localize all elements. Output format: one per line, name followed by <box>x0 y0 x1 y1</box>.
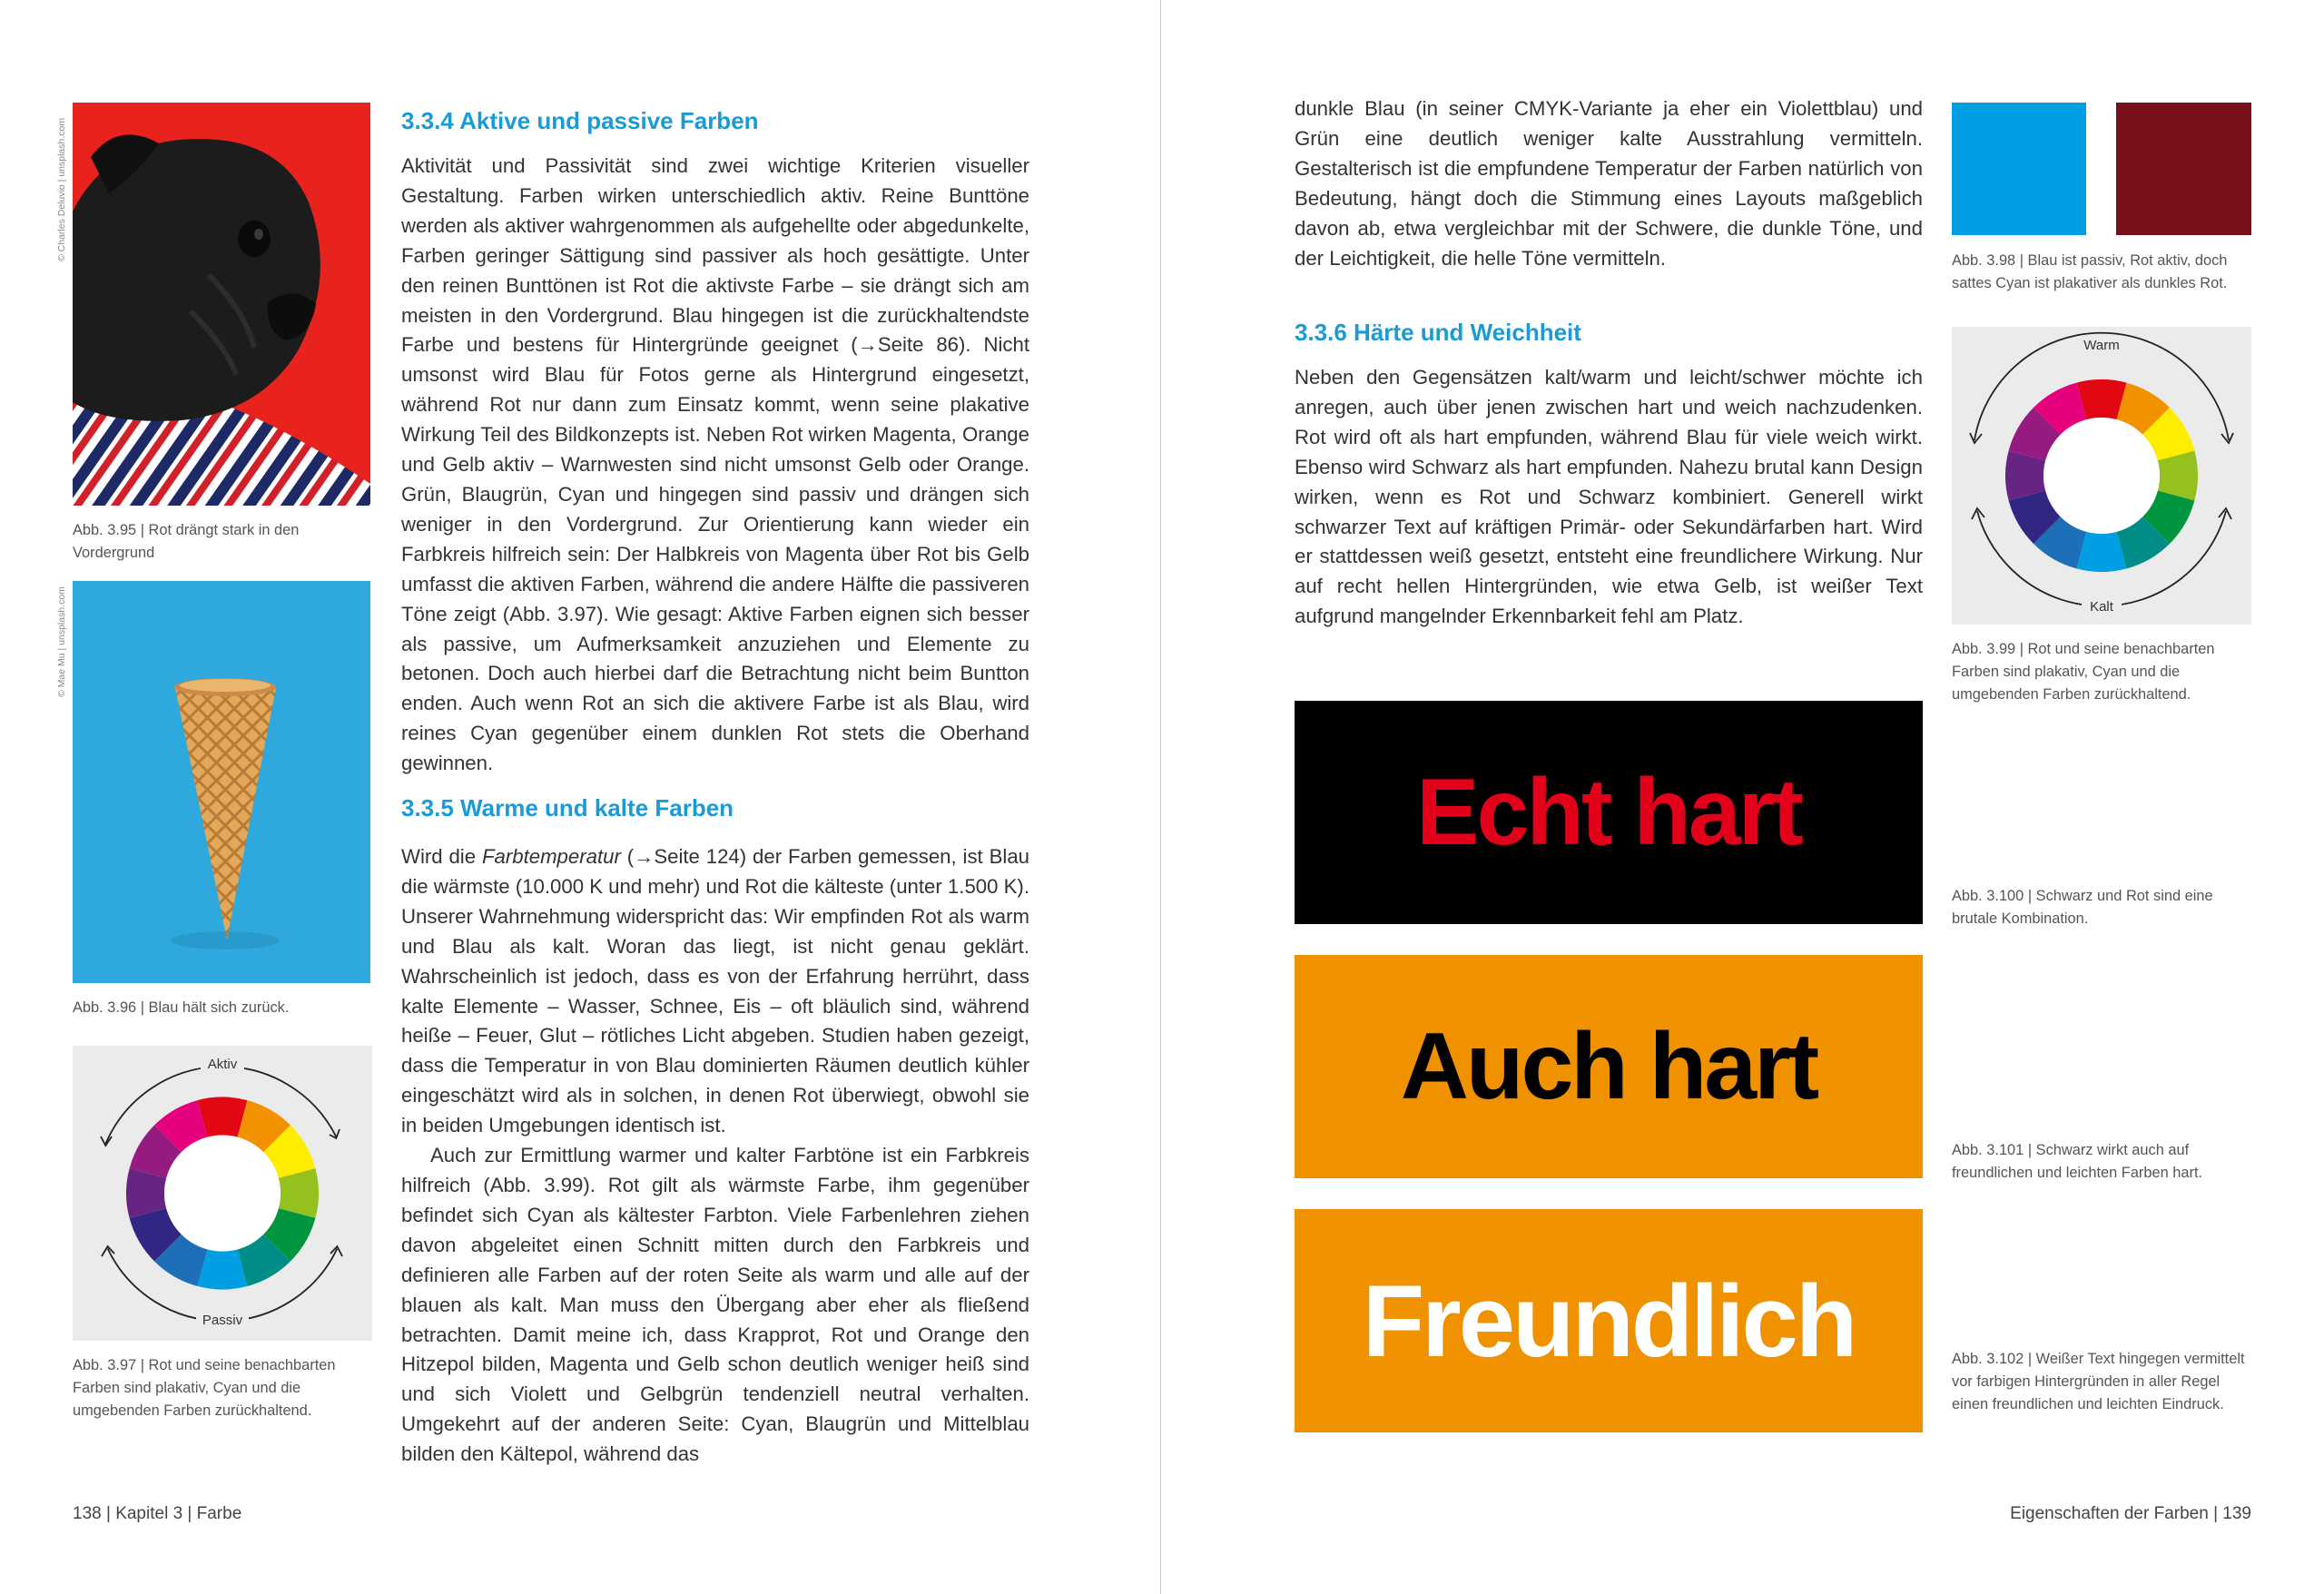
paragraph-text: (→Seite 124) der Farben gemessen, ist Blau die wärmste (10.000 K und mehr) und Rot die kälteste (unter 1.500 K). Unserer Wahrnehmung widerspricht das: Wir empfinden Rot als warm und Blau als kalt. Woran das liegt, ist nicht genau geklärt. Wahrscheinlich ist jedoch, dass es von der Erfahrung herrührt, dass kalte Elemente – Wasser, Schnee, Eis – oft bläulich sind, während heiße – Feuer, Glut – rötliches Licht abgeben. Studien haben gezeigt, dass die Temperatur in von Blau dominierten Räumen deutlich kühler eingeschätzt wird als in solchen, in denen Rot überwiegt, obwohl sie in beiden Umgebungen identisch ist. <box>401 845 1029 1137</box>
footer-left: 138 | Kapitel 3 | Farbe <box>73 1504 242 1523</box>
paragraph-text: Wird die <box>401 845 482 868</box>
pug-illustration <box>73 103 370 506</box>
left-page <box>0 0 1160 1594</box>
right-page <box>1161 0 2324 1594</box>
banner-auch-hart <box>1295 955 1923 1178</box>
banner-text-echt-hart: Echt hart <box>1416 759 1801 865</box>
caption-abb-3-99: Abb. 3.99 | Rot und seine benachbarten Farben sind plakativ, Cyan und die umgebenden Farben zurückhaltend. <box>1952 641 2215 703</box>
caption-abb-3-98: Abb. 3.98 | Blau ist passiv, Rot aktiv, doch sattes Cyan ist plakativer als dunkles Rot. <box>1952 252 2228 291</box>
paragraph-aktive-passive: Aktivität und Passivität sind zwei wichtige Kriterien visueller Gestaltung. Farben wirken unterschiedlich aktiv. Reine Bunttöne werden als aktiver wahrgenommen als aufgehellte oder abgedunkelte, Farben geringer Sättigung sind passiver als hoch gesättigte. Unter den reinen Bunttönen ist Rot die aktivste Farbe – sie drängt sich am meisten in den Vordergrund. Blau hingegen ist die zurückhaltendste Farbe und bestens für Hintergründe geeignet (→Seite 86). Nicht umsonst wird Blau für Fotos gerne als Hintergrund eingesetzt, während Rot nur dann zum Einsatz kommt, wenn seine plakative Wirkung Teil des Bildkonzepts ist. Neben Rot wirken Magenta, Orange und Gelb aktiv – Warnwesten sind nicht umsonst Gelb oder Orange. Grün, Blaugrün, Cyan und hingegen sind passiv und drängen sich weniger in den Vordergrund. Zur Orientierung kann wieder ein Farbkreis hilfreich sein: Der Halbkreis von Magenta über Rot bis Gelb umfasst die aktiven Farben, während die andere Hälfte die passiveren Töne zeigt (Abb. 3.97). Wie gesagt: Aktive Farben eignen sich besser als passive, um Aufmerksamkeit anzuziehen und Elemente zu betonen. Doch auch hierbei darf die Betrachtung nicht beim Buntton enden. Auch wenn Rot an sich die aktivere Farbe ist als Blau, wird reines Cyan gegenüber einem dunklen Rot stets die Oberhand gewinnen. <box>401 154 1029 775</box>
paragraph-continuation: dunkle Blau (in seiner CMYK-Variante ja eher ein Violettblau) und Grün eine deutlich weniger kalte Ausstrahlung vermitteln. Gestalterisch ist die empfundene Temperatur der Farben natürlich von Bedeutung, hängt doch die Stimmung eines Layouts maßgeblich davon ab, etwa vergleichbar mit der Schwere, die dunkle Töne, und der Leichtigkeit, die helle Töne vermitteln. <box>1295 97 1923 270</box>
cone-illustration <box>73 581 370 983</box>
banner-text-freundlich: Freundlich <box>1362 1264 1856 1378</box>
wheel-graphic-warm-cold <box>1952 327 2251 625</box>
banner-freundlich <box>1295 1209 1923 1432</box>
heading-3-3-4: 3.3.4 Aktive und passive Farben <box>401 107 759 134</box>
paragraph-farbtemperatur <box>401 842 1029 1141</box>
photo-credit-1: © Charles Deluvio | unsplash.com <box>56 117 67 261</box>
wheel-graphic-active-passive <box>73 1046 372 1341</box>
banner-text-auch-hart: Auch hart <box>1400 1013 1817 1119</box>
photo-credit-2: © Mae Mu | unsplash.com <box>56 586 67 697</box>
wheel-label-kalt: Kalt <box>2090 599 2113 615</box>
section-3-3-6-body <box>1295 363 1923 632</box>
wheel-label-warm: Warm <box>2083 338 2120 353</box>
heading-3-3-6: 3.3.6 Härte und Weichheit <box>1295 319 1581 346</box>
wheel-label-aktiv: Aktiv <box>207 1057 238 1072</box>
paragraph-haerte-weichheit: Neben den Gegensätzen kalt/warm und leicht/schwer möchte ich anregen, auch über jenen zwischen hart und weich nachzudenken. Rot wird oft als hart empfunden, während Blau für viele weich wirkt. Ebenso wird Schwarz als hart empfunden. Nahezu brutal kann Design wirken, wenn es Rot und Schwarz kombiniert. Generell wirkt schwarzer Text auf kräftigen Primär- oder Sekundärfarben hart. Wird er stattdessen weiß gesetzt, entsteht eine freundlichere Wirkung. Nur auf recht hellen Hintergründen, wie etwa Gelb, ist weißer Text aufgrund mangelnder Erkennbarkeit fehl am Platz. <box>1295 366 1923 628</box>
paragraph-farbkreis-warm-kalt: Auch zur Ermittlung warmer und kalter Farbtöne ist ein Farbkreis hilfreich (Abb. 3.99). Rot gilt als wärmste Farbe, ihm gegenüber befindet sich Cyan als kältester Farbton. Viele Farbenlehren ziehen davon abgeleitet einen Schnitt mitten durch den Farbkreis und definieren alle Farben auf der roten Seite als warm und alle auf der blauen als kalt. Man muss den Übergang aber eher als fließend betrachten. Damit meine ich, dass Krapprot, Rot und Orange den Hitzepol bilden, Magenta und Gelb schon deutlich weniger heiß sind und sich Violett und Gelbgrün tendenziell neutral verhalten. Umgekehrt auf der anderen Seite: Cyan, Blaugrün und Mittelblau bilden den Kältepol, während das <box>401 1144 1029 1466</box>
wheel-label-passiv: Passiv <box>202 1313 243 1328</box>
caption-abb-3-97: Abb. 3.97 | Rot und seine benachbarten Farben sind plakativ, Cyan und die umgebenden Farben zurückhaltend. <box>73 1357 336 1419</box>
swatch-dark-red <box>2116 103 2251 235</box>
section-3-3-5-body <box>401 842 1029 1470</box>
swatch-cyan <box>1952 103 2086 235</box>
pug-photo <box>73 103 370 506</box>
banner-echt-hart <box>1295 701 1923 924</box>
caption-abb-3-100: Abb. 3.100 | Schwarz und Rot sind eine brutale Kombination. <box>1952 888 2213 927</box>
color-wheel-warm-cold <box>1952 327 2251 625</box>
color-wheel-active-passive <box>73 1046 372 1341</box>
caption-abb-3-96: Abb. 3.96 | Blau hält sich zurück. <box>73 999 290 1016</box>
continuation-body <box>1295 94 1923 273</box>
term-farbtemperatur: Farbtemperatur <box>481 845 621 868</box>
wheel-center <box>2043 418 2160 534</box>
section-3-3-4-body <box>401 152 1029 779</box>
wheel-center <box>164 1136 281 1252</box>
heading-3-3-5: 3.3.5 Warme und kalte Farben <box>401 794 734 822</box>
caption-abb-3-101: Abb. 3.101 | Schwarz wirkt auch auf freundlichen und leichten Farben hart. <box>1952 1142 2203 1181</box>
footer-right: Eigenschaften der Farben | 139 <box>2010 1504 2251 1523</box>
cone-photo <box>73 581 370 983</box>
caption-abb-3-102: Abb. 3.102 | Weißer Text hingegen vermittelt vor farbigen Hintergründen in aller Regel einen freundlichen und leichten Eindruck. <box>1952 1351 2245 1412</box>
caption-abb-3-95: Abb. 3.95 | Rot drängt stark in den Vordergrund <box>73 522 300 561</box>
